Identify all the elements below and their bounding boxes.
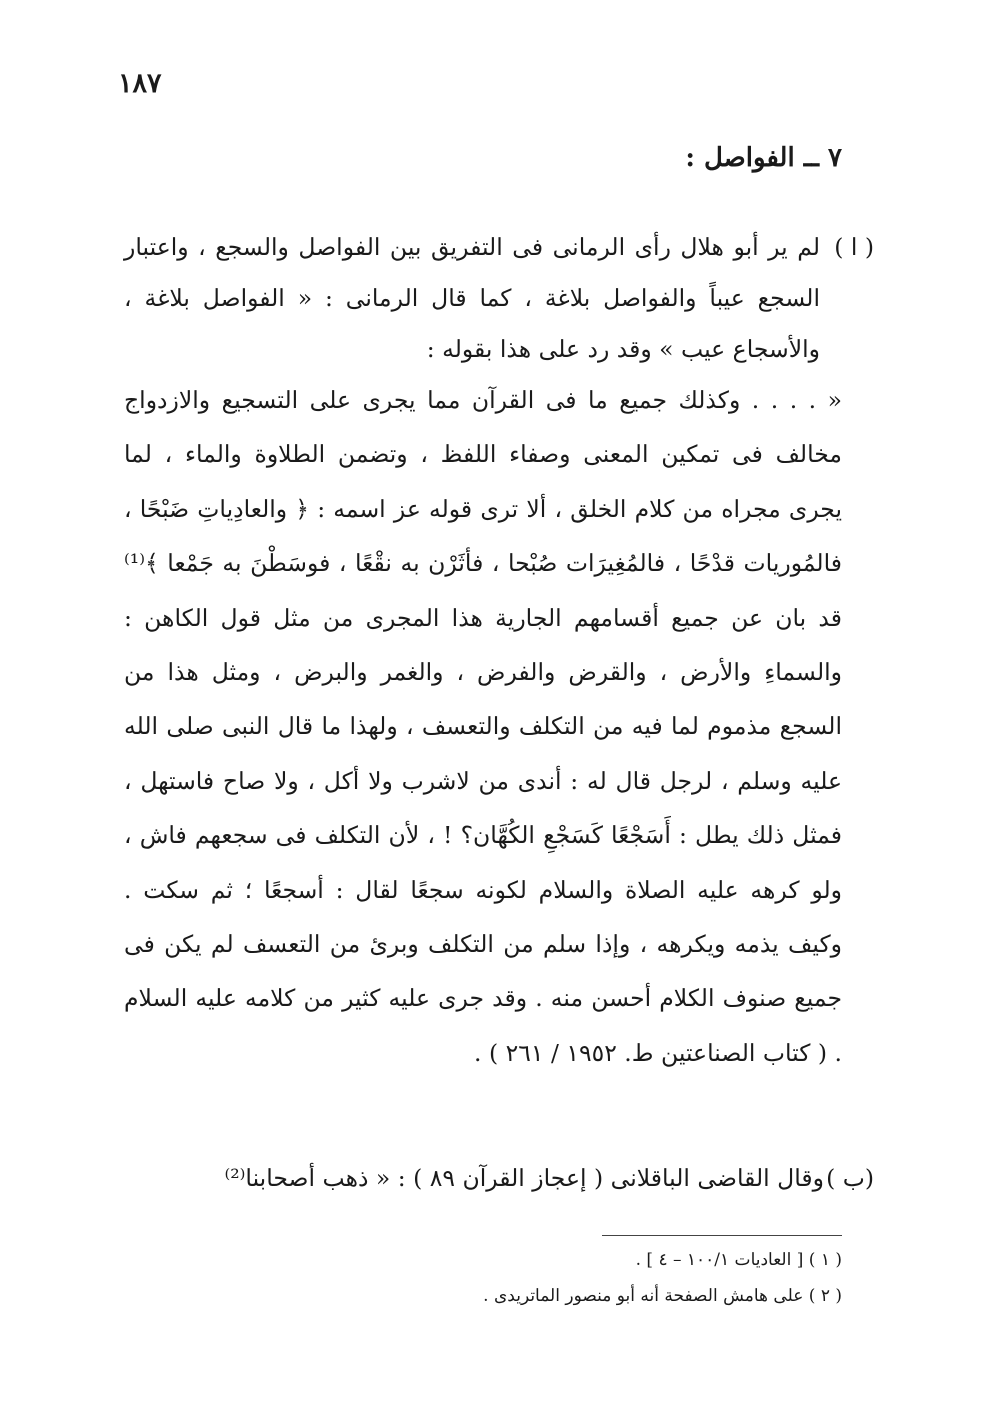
- paragraph-b-text: وقال القاضى الباقلانى ( إعجاز القرآن ٨٩ ) : « ذهب أصحابنا⁽²⁾: [224, 1164, 824, 1192]
- quote-block: « . . . . وكذلك جميع ما فى القرآن مما يجرى على التسجيع والازدواج مخالف فى تمكين المعنى وصفاء اللفظ ، وتضمن الطلاوة والماء ، لما يجرى مجراه من كلام الخلق ، ألا ترى قوله عز اسمه : ﴿ والعادِياتِ ضَبْحًا ، فالمُوريات قدْحًا ، فالمُغِيرَات صُبْحا ، فأثَرْن به نقْعًا ، فوسَطْنَ به جَمْعا ﴾⁽¹⁾قد بان عن جميع أقسامهم الجارية هذا المجرى من مثل قول الكاهن : والسماءِ والأرض ، والقرض والفرض ، والغمر والبرض ، ومثل هذا من السجع مذموم لما فيه من التكلف والتعسف ، ولهذا ما قال النبى صلى الله عليه وسلم ، لرجل قال له : أندى من لاشرب ولا أكل ، ولا صاح فاستهل ، فمثل ذلك يطل : أَسَجْعًا كَسَجْعِ الكُهَّان؟ ! ، لأن التكلف فى سجعهم فاش ، ولو كرهه عليه الصلاة والسلام لكونه سجعًا لقال : أسجعًا ؛ ثم سكت . وكيف يذمه ويكرهه ، وإذا سلم من التكلف وبرئ من التعسف لم يكن فى جميع صنوف الكلام أحسن منه . وقد جرى عليه كثير من كلامه عليه السلام . ( كتاب الصناعتين ط. ١٩٥٢ / ٢٦١ ) .: [124, 386, 842, 1067]
- page-number: ١٨٧: [118, 68, 162, 99]
- section-heading: ٧ ــ الفواصل :: [685, 143, 842, 173]
- footnote-divider: [602, 1235, 842, 1236]
- paragraph-a-marker: ( ا ): [834, 233, 874, 261]
- footnote-1: ( ١ ) [ العاديات ١٠٠/١ – ٤ ] .: [635, 1250, 842, 1270]
- paragraph-a: [124, 222, 874, 375]
- footnotes: [142, 1242, 842, 1314]
- paragraph-b-marker: (ب ): [826, 1164, 874, 1192]
- paragraph-b: [124, 1158, 874, 1198]
- paragraph-a-text: لم ير أبو هلال رأى الرمانى فى التفريق بين الفواصل والسجع ، واعتبار السجع عيباً والفواصل بلاغة ، كما قال الرمانى : « الفواصل بلاغة ، والأسجاع عيب » وقد رد على هذا بقوله :: [124, 233, 820, 363]
- footnote-2: ( ٢ ) على هامش الصفحة أنه أبو منصور الماتريدى .: [483, 1286, 842, 1306]
